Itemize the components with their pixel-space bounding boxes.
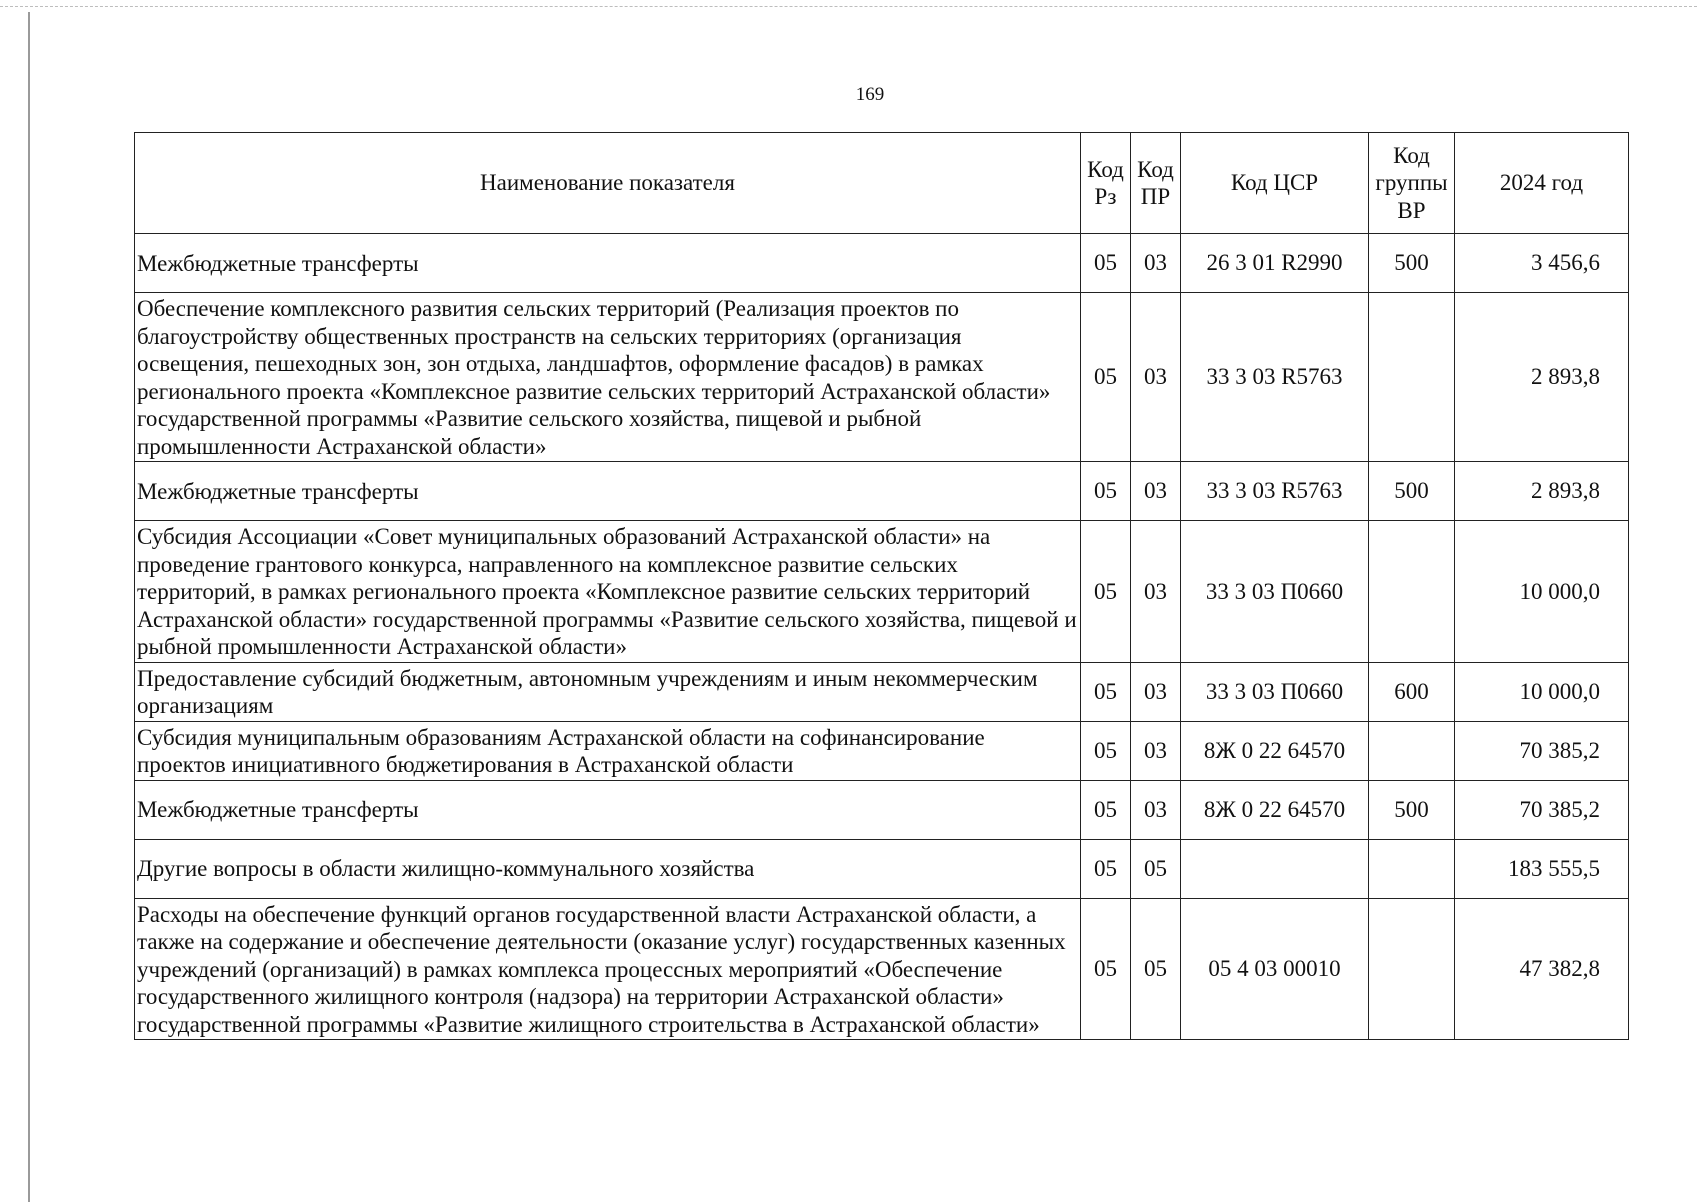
header-csr: Код ЦСР: [1181, 133, 1369, 234]
page-number: 169: [855, 84, 885, 105]
row-csr: [1181, 839, 1369, 898]
row-csr: 26 3 01 R2990: [1181, 234, 1369, 293]
budget-table: [134, 132, 1629, 1040]
row-pr: 03: [1131, 662, 1181, 721]
scan-edge-left: [28, 12, 30, 1202]
row-csr: 8Ж 0 22 64570: [1181, 721, 1369, 780]
row-csr: 33 3 03 R5763: [1181, 293, 1369, 462]
row-rz: 05: [1081, 780, 1131, 839]
table-row: [135, 898, 1629, 1040]
row-rz: 05: [1081, 839, 1131, 898]
row-pr: 03: [1131, 521, 1181, 663]
row-amount: 183 555,5: [1455, 839, 1629, 898]
row-vr: 500: [1369, 234, 1455, 293]
row-vr: 500: [1369, 780, 1455, 839]
header-rz: Код Рз: [1081, 133, 1131, 234]
row-name: Межбюджетные трансферты: [135, 234, 1081, 293]
row-name: Предоставление субсидий бюджетным, автономным учреждениям и иным некоммерческим организациям: [135, 662, 1081, 721]
row-pr: 05: [1131, 839, 1181, 898]
row-amount: 70 385,2: [1455, 721, 1629, 780]
row-rz: 05: [1081, 721, 1131, 780]
row-csr: 33 3 03 П0660: [1181, 521, 1369, 663]
row-name: Обеспечение комплексного развития сельских территорий (Реализация проектов по благоустройству общественных пространств на сельских территориях (организация освещения, пешеходных зон, зон отдыха, ландшафтов, оформление фасадов) в рамках регионального проекта «Комплексное развитие сельских территорий Астраханской области» государственной программы «Развитие сельского хозяйства, пищевой и рыбной промышленности Астраханской области»: [135, 293, 1081, 462]
scan-edge-top: [0, 6, 1697, 7]
row-vr: 600: [1369, 662, 1455, 721]
row-amount: 10 000,0: [1455, 521, 1629, 663]
row-pr: 05: [1131, 898, 1181, 1040]
header-year: 2024 год: [1455, 133, 1629, 234]
row-csr: 05 4 03 00010: [1181, 898, 1369, 1040]
row-amount: 10 000,0: [1455, 662, 1629, 721]
row-csr: 8Ж 0 22 64570: [1181, 780, 1369, 839]
header-pr: Код ПР: [1131, 133, 1181, 234]
row-pr: 03: [1131, 721, 1181, 780]
table-row: [135, 721, 1629, 780]
row-vr: [1369, 898, 1455, 1040]
row-name: Субсидия Ассоциации «Совет муниципальных образований Астраханской области» на проведение грантового конкурса, направленного на комплексное развитие сельских территорий, в рамках регионального проекта «Комплексное развитие сельских территорий Астраханской области» государственной программы «Развитие сельского хозяйства, пищевой и рыбной промышленности Астраханской области»: [135, 521, 1081, 663]
row-amount: 2 893,8: [1455, 293, 1629, 462]
table-row: [135, 662, 1629, 721]
table-row: [135, 839, 1629, 898]
table-row: [135, 234, 1629, 293]
row-csr: 33 3 03 П0660: [1181, 662, 1369, 721]
row-rz: 05: [1081, 521, 1131, 663]
row-rz: 05: [1081, 462, 1131, 521]
table-row: [135, 293, 1629, 462]
row-amount: 70 385,2: [1455, 780, 1629, 839]
header-vr: Код группы ВР: [1369, 133, 1455, 234]
row-vr: 500: [1369, 462, 1455, 521]
row-amount: 47 382,8: [1455, 898, 1629, 1040]
row-pr: 03: [1131, 234, 1181, 293]
row-vr: [1369, 721, 1455, 780]
table-row: [135, 780, 1629, 839]
row-vr: [1369, 293, 1455, 462]
row-rz: 05: [1081, 293, 1131, 462]
table-row: [135, 462, 1629, 521]
row-amount: 3 456,6: [1455, 234, 1629, 293]
row-rz: 05: [1081, 662, 1131, 721]
row-vr: [1369, 839, 1455, 898]
row-name: Межбюджетные трансферты: [135, 462, 1081, 521]
row-pr: 03: [1131, 293, 1181, 462]
row-pr: 03: [1131, 462, 1181, 521]
row-rz: 05: [1081, 898, 1131, 1040]
row-vr: [1369, 521, 1455, 663]
row-csr: 33 3 03 R5763: [1181, 462, 1369, 521]
table-row: [135, 521, 1629, 663]
table-header-row: [135, 133, 1629, 234]
row-name: Межбюджетные трансферты: [135, 780, 1081, 839]
header-name: Наименование показателя: [135, 133, 1081, 234]
row-rz: 05: [1081, 234, 1131, 293]
row-pr: 03: [1131, 780, 1181, 839]
row-name: Другие вопросы в области жилищно-коммунального хозяйства: [135, 839, 1081, 898]
row-name: Субсидия муниципальным образованиям Астраханской области на софинансирование проектов инициативного бюджетирования в Астраханской области: [135, 721, 1081, 780]
row-amount: 2 893,8: [1455, 462, 1629, 521]
row-name: Расходы на обеспечение функций органов государственной власти Астраханской области, а также на содержание и обеспечение деятельности (оказание услуг) государственных казенных учреждений (организаций) в рамках комплекса процессных мероприятий «Обеспечение государственного жилищного контроля (надзора) на территории Астраханской области» государственной программы «Развитие жилищного строительства в Астраханской области»: [135, 898, 1081, 1040]
